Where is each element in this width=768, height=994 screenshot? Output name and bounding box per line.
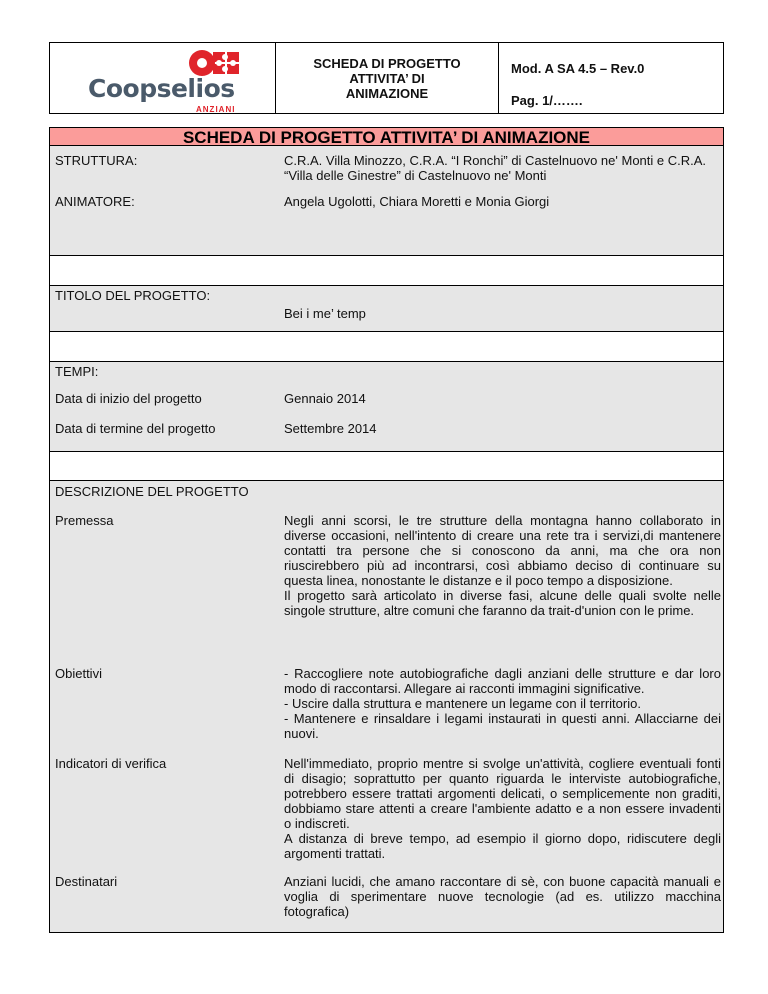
obiettivi-item: - Mantenere e rinsaldare i legami instaurati in questi anni. Allacciarne dei nuovi. [284,711,721,741]
premessa-label: Premessa [55,513,114,528]
descrizione-label: DESCRIZIONE DEL PROGETTO [55,484,249,499]
titolo-label: TITOLO DEL PROGETTO: [55,288,211,303]
separator-row [50,255,723,286]
tempi-label: TEMPI: [55,364,99,379]
logo-wordmark: Coopselios [88,74,235,103]
premessa-paragraph: Negli anni scorsi, le tre strutture della montagna hanno collaborato in diverse occasioni, nell'intento di creare una rete tra i servizi,di mantenere contatti tra persone che si conoscono da anni, ma che ora non riuscirebbero più ad incontrarsi, così abbiamo deciso di continuare su questa linea, nonostante le distanze e il poco tempo a disposizione. [284,513,721,588]
inizio-value: Gennaio 2014 [284,391,366,406]
animatore-value: Angela Ugolotti, Chiara Moretti e Monia Giorgi [284,194,550,209]
termine-label: Data di termine del progetto [55,421,216,436]
struttura-value: C.R.A. Villa Minozzo, C.R.A. “I Ronchi” di Castelnuovo ne' Monti e C.R.A. “Villa delle Ginestre” di Castelnuovo ne' Monti [284,153,707,183]
document-title: SCHEDA DI PROGETTO ATTIVITA’ DI ANIMAZIONE [276,43,499,113]
animatore-label: ANIMATORE: [55,194,135,209]
indicatori-paragraph: A distanza di breve tempo, ad esempio il giorno dopo, ridiscutere degli argomenti trattati. [284,831,721,861]
project-form [49,127,724,933]
titolo-value: Bei i me’ temp [284,306,366,321]
module-revision: Mod. A SA 4.5 – Rev.0 [511,61,645,76]
destinatari-value: Anziani lucidi, che amano raccontare di sè, con buone capacità manuali e voglia di sperimentare nuove tecnologie (ad es. utilizzo macchina fotografica) [284,874,721,919]
obiettivi-label: Obiettivi [55,666,102,681]
struttura-label: STRUTTURA: [55,153,138,168]
document-header [49,42,724,114]
logo-subtext: ANZIANI [196,105,236,114]
logo-cell [50,43,276,113]
separator-row [50,331,723,362]
module-cell [499,43,723,113]
page-number: Pag. 1/……. [511,93,583,108]
inizio-label: Data di inizio del progetto [55,391,202,406]
termine-value: Settembre 2014 [284,421,377,436]
destinatari-label: Destinatari [55,874,118,889]
obiettivi-item: - Raccogliere note autobiografiche dagli anziani delle strutture e dar loro modo di raccontarsi. Allegare ai racconti immagini significative. [284,666,721,696]
premessa-value [284,513,721,618]
form-banner: SCHEDA DI PROGETTO ATTIVITA’ DI ANIMAZIONE [50,128,723,146]
premessa-paragraph: Il progetto sarà articolato in diverse fasi, alcune delle quali svolte nelle singole strutture, altre comuni che faranno da trait-d'union con le prime. [284,588,721,618]
indicatori-label: Indicatori di verifica [55,756,167,771]
obiettivi-item: - Uscire dalla struttura e mantenere un legame con il territorio. [284,696,641,711]
indicatori-paragraph: Nell'immediato, proprio mentre si svolge un'attività, cogliere eventuali fonti di disagio; soprattutto per quanto riguarda le interviste autobiografiche, potrebbero essere trattati argomenti delicati, o semplicemente non graditi, dobbiamo stare attenti a creare l'ambiente adatto e a non essere invadenti o indiscreti. [284,756,721,831]
indicatori-value [284,756,721,861]
separator-row [50,451,723,481]
obiettivi-value [284,666,721,741]
